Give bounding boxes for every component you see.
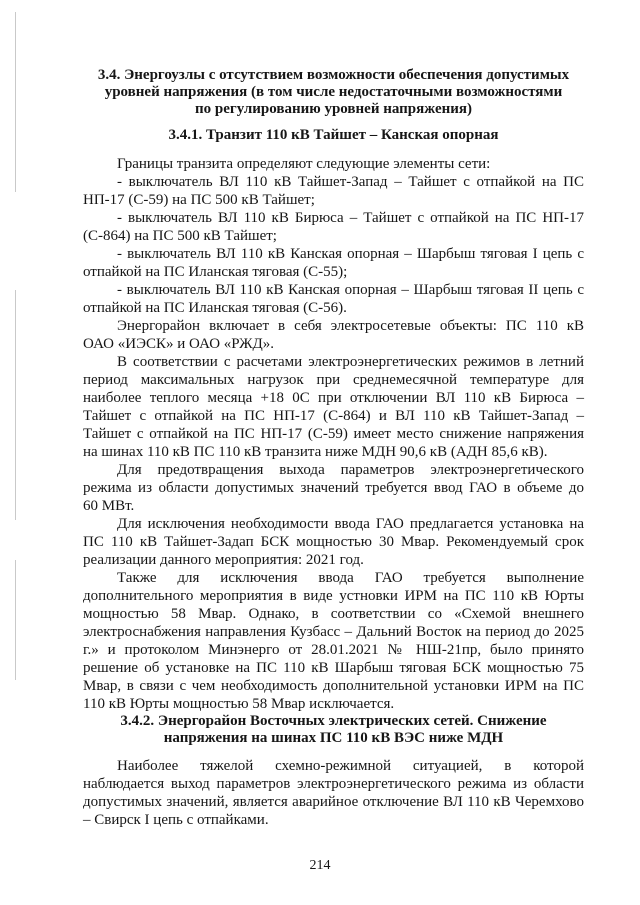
text-line: ОАО «ИЭСК» и ОАО «РЖД». — [83, 336, 275, 352]
text-line: - выключатель ВЛ 110 кВ Бирюса – Тайшет с отпайкой на ПС НП-17 — [117, 210, 584, 226]
text-line: наиболее теплого месяца +18 0С при отключении ВЛ 110 кВ Бирюса – — [83, 390, 584, 406]
text-line: Мвар, в связи с чем необходимость дополнительной установки ИРМ на ПС — [83, 678, 584, 694]
text-line: ПС 110 кВ Тайшет-Задап БСК мощностью 30 Мвар. Рекомендуемый срок — [83, 534, 584, 550]
heading-line: напряжения на шинах ПС 110 кВ ВЭС ниже МДН — [163, 730, 504, 746]
text-line: Наиболее тяжелой схемно-режимной ситуацией, в которой — [117, 758, 584, 774]
page-number: 214 — [309, 858, 331, 873]
heading-line: 3.4.1. Транзит 110 кВ Тайшет – Канская опорная — [168, 127, 499, 143]
text-line: допустимых значений, является аварийное отключение ВЛ 110 кВ Черемхово — [83, 794, 584, 810]
heading-line: 3.4.2. Энергорайон Восточных электрических сетей. Снижение — [120, 713, 547, 729]
heading-line: 3.4. Энергоузлы с отсутствием возможности обеспечения допустимых — [97, 67, 570, 83]
text-line: Тайшет с отпайкой на ПС НП-17 (С-864) и ВЛ 110 кВ Тайшет-Запад – — [83, 408, 584, 424]
text-line: 60 МВт. — [83, 498, 135, 514]
text-line: 110 кВ Юрты мощностью 58 Мвар исключается. — [83, 696, 395, 712]
text-line: реализации данного мероприятия: 2021 год. — [83, 552, 364, 568]
scan-margin-line — [15, 290, 16, 520]
text-line: электроснабжения направления Кузбасс – Дальний Восток на период до 2025 — [83, 624, 584, 640]
text-line: Для исключения необходимости ввода ГАО предлагается установка на — [117, 516, 584, 532]
scan-margin-line — [15, 560, 16, 680]
text-line: - выключатель ВЛ 110 кВ Тайшет-Запад – Тайшет с отпайкой на ПС — [117, 174, 584, 190]
text-line: г.» и протоколом Минэнерго от 28.01.2021 № НШ-21пр, было принято — [83, 642, 584, 658]
text-line: (С-864) на ПС 500 кВ Тайшет; — [83, 228, 277, 244]
text-line: отпайкой на ПС Иланская тяговая (С-55); — [83, 264, 348, 280]
text-line: Границы транзита определяют следующие элементы сети: — [117, 156, 491, 172]
text-line: решение об установке на ПС 110 кВ Шарбыш тяговая БСК мощностью 75 — [83, 660, 584, 676]
text-line: на шинах 110 кВ ПС 110 кВ транзита ниже МДН 90,6 кВ (АДН 85,6 кВ). — [83, 444, 548, 460]
text-line: Также для исключения ввода ГАО требуется выполнение — [117, 570, 584, 586]
text-line: отпайкой на ПС Иланская тяговая (С-56). — [83, 300, 347, 316]
text-line: мощностью 58 Мвар. Однако, в соответствии со «Схемой внешнего — [83, 606, 584, 622]
text-line: Тайшет с отпайкой на ПС НП-17 (С-59) имеет место снижение напряжения — [83, 426, 584, 442]
heading-line: уровней напряжения (в том числе недостаточными возможностями — [104, 84, 563, 100]
text-line: НП-17 (С-59) на ПС 500 кВ Тайшет; — [83, 192, 315, 208]
text-line: наблюдается выход параметров электроэнергетического режима из области — [83, 776, 584, 792]
heading-line: по регулированию уровней напряжения) — [195, 101, 472, 117]
text-line: Для предотвращения выхода параметров электроэнергетического — [117, 462, 584, 478]
text-line: дополнительного мероприятия в виде устновки ИРМ на ПС 110 кВ Юрты — [83, 588, 584, 604]
text-line: период максимальных нагрузок при среднемесячной температуре для — [83, 372, 584, 388]
text-line: режима из области допустимых значений требуется ввод ГАО в объеме до — [83, 480, 584, 496]
text-line: Энергорайон включает в себя электросетевые объекты: ПС 110 кВ — [117, 318, 584, 334]
text-line: – Свирск I цепь с отпайками. — [83, 812, 269, 828]
text-line: - выключатель ВЛ 110 кВ Канская опорная – Шарбыш тяговая I цепь с — [117, 246, 584, 262]
text-line: В соответствии с расчетами электроэнергетических режимов в летний — [117, 354, 584, 370]
scan-margin-line — [15, 12, 16, 192]
text-line: - выключатель ВЛ 110 кВ Канская опорная – Шарбыш тяговая II цепь с — [117, 282, 584, 298]
